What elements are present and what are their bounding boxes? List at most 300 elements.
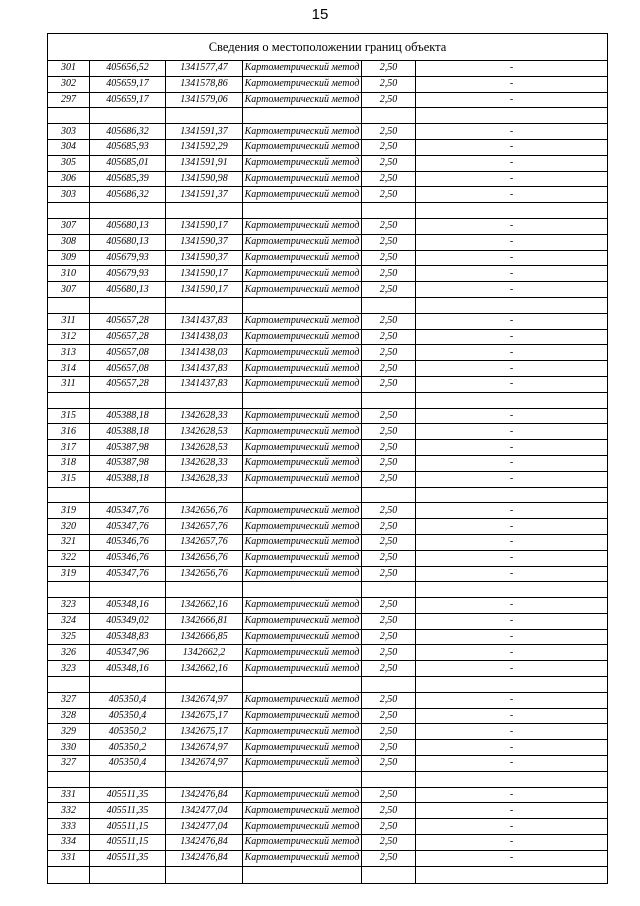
- description-cell: -: [416, 534, 608, 550]
- description-cell: -: [416, 266, 608, 282]
- table-row: [48, 124, 608, 140]
- precision-cell: 2,50: [362, 139, 416, 155]
- table-row: [48, 850, 608, 866]
- y-coordinate-cell: 1341590,37: [166, 250, 243, 266]
- table-row: [48, 234, 608, 250]
- description-cell: -: [416, 661, 608, 677]
- empty-cell: [90, 771, 166, 787]
- table-row: [48, 629, 608, 645]
- point-number-cell: 332: [48, 803, 90, 819]
- table-row: [48, 313, 608, 329]
- y-coordinate-cell: 1341577,47: [166, 61, 243, 77]
- point-number-cell: 314: [48, 361, 90, 377]
- description-cell: -: [416, 345, 608, 361]
- y-coordinate-cell: 1341590,37: [166, 234, 243, 250]
- table-row: [48, 250, 608, 266]
- group-separator-row: [48, 392, 608, 408]
- method-cell: Картометрический метод: [243, 124, 362, 140]
- x-coordinate-cell: 405511,15: [90, 835, 166, 851]
- empty-cell: [48, 487, 90, 503]
- description-cell: -: [416, 408, 608, 424]
- empty-cell: [362, 771, 416, 787]
- precision-cell: 2,50: [362, 455, 416, 471]
- description-cell: -: [416, 361, 608, 377]
- description-cell: -: [416, 234, 608, 250]
- point-number-cell: 310: [48, 266, 90, 282]
- y-coordinate-cell: 1341590,17: [166, 266, 243, 282]
- empty-cell: [243, 203, 362, 219]
- empty-cell: [90, 677, 166, 693]
- description-cell: -: [416, 455, 608, 471]
- table-row: [48, 424, 608, 440]
- table-row: [48, 329, 608, 345]
- description-cell: -: [416, 329, 608, 345]
- method-cell: Картометрический метод: [243, 155, 362, 171]
- empty-cell: [166, 487, 243, 503]
- empty-cell: [362, 392, 416, 408]
- x-coordinate-cell: 405657,28: [90, 329, 166, 345]
- table-row: [48, 803, 608, 819]
- method-cell: Картометрический метод: [243, 92, 362, 108]
- empty-cell: [166, 771, 243, 787]
- point-number-cell: 317: [48, 440, 90, 456]
- x-coordinate-cell: 405388,18: [90, 471, 166, 487]
- y-coordinate-cell: 1342675,17: [166, 724, 243, 740]
- point-number-cell: 334: [48, 835, 90, 851]
- precision-cell: 2,50: [362, 424, 416, 440]
- empty-cell: [90, 297, 166, 313]
- x-coordinate-cell: 405511,15: [90, 819, 166, 835]
- precision-cell: 2,50: [362, 408, 416, 424]
- y-coordinate-cell: 1342656,76: [166, 503, 243, 519]
- precision-cell: 2,50: [362, 550, 416, 566]
- x-coordinate-cell: 405350,4: [90, 692, 166, 708]
- method-cell: Картометрический метод: [243, 345, 362, 361]
- empty-cell: [416, 392, 608, 408]
- empty-cell: [243, 297, 362, 313]
- description-cell: -: [416, 819, 608, 835]
- empty-cell: [416, 677, 608, 693]
- method-cell: Картометрический метод: [243, 566, 362, 582]
- precision-cell: 2,50: [362, 124, 416, 140]
- description-cell: -: [416, 76, 608, 92]
- method-cell: Картометрический метод: [243, 61, 362, 77]
- table-row: [48, 345, 608, 361]
- x-coordinate-cell: 405347,96: [90, 645, 166, 661]
- empty-cell: [90, 866, 166, 883]
- y-coordinate-cell: 1341578,86: [166, 76, 243, 92]
- point-number-cell: 297: [48, 92, 90, 108]
- precision-cell: 2,50: [362, 629, 416, 645]
- point-number-cell: 323: [48, 598, 90, 614]
- y-coordinate-cell: 1342476,84: [166, 850, 243, 866]
- empty-cell: [416, 297, 608, 313]
- precision-cell: 2,50: [362, 503, 416, 519]
- y-coordinate-cell: 1341591,37: [166, 187, 243, 203]
- point-number-cell: 302: [48, 76, 90, 92]
- table-row: [48, 598, 608, 614]
- y-coordinate-cell: 1342666,81: [166, 613, 243, 629]
- method-cell: Картометрический метод: [243, 692, 362, 708]
- empty-cell: [48, 297, 90, 313]
- group-separator-row: [48, 297, 608, 313]
- table-row: [48, 471, 608, 487]
- table-row: [48, 440, 608, 456]
- x-coordinate-cell: 405686,32: [90, 124, 166, 140]
- empty-cell: [362, 108, 416, 124]
- table-row: [48, 155, 608, 171]
- precision-cell: 2,50: [362, 598, 416, 614]
- method-cell: Картометрический метод: [243, 534, 362, 550]
- point-number-cell: 303: [48, 124, 90, 140]
- x-coordinate-cell: 405656,52: [90, 61, 166, 77]
- description-cell: -: [416, 519, 608, 535]
- x-coordinate-cell: 405347,76: [90, 519, 166, 535]
- y-coordinate-cell: 1342477,04: [166, 803, 243, 819]
- empty-cell: [243, 866, 362, 883]
- description-cell: -: [416, 724, 608, 740]
- y-coordinate-cell: 1341590,17: [166, 282, 243, 298]
- precision-cell: 2,50: [362, 171, 416, 187]
- method-cell: Картометрический метод: [243, 139, 362, 155]
- group-separator-row: [48, 203, 608, 219]
- table-row: [48, 519, 608, 535]
- point-number-cell: 326: [48, 645, 90, 661]
- empty-cell: [90, 108, 166, 124]
- precision-cell: 2,50: [362, 692, 416, 708]
- precision-cell: 2,50: [362, 329, 416, 345]
- empty-cell: [90, 392, 166, 408]
- description-cell: -: [416, 187, 608, 203]
- y-coordinate-cell: 1341591,91: [166, 155, 243, 171]
- empty-cell: [416, 582, 608, 598]
- table-row: [48, 139, 608, 155]
- method-cell: Картометрический метод: [243, 440, 362, 456]
- empty-cell: [166, 392, 243, 408]
- method-cell: Картометрический метод: [243, 313, 362, 329]
- method-cell: Картометрический метод: [243, 708, 362, 724]
- y-coordinate-cell: 1341437,83: [166, 376, 243, 392]
- precision-cell: 2,50: [362, 282, 416, 298]
- y-coordinate-cell: 1341590,98: [166, 171, 243, 187]
- table-row: [48, 613, 608, 629]
- table-title-row: [48, 34, 608, 61]
- method-cell: Картометрический метод: [243, 661, 362, 677]
- description-cell: -: [416, 708, 608, 724]
- point-number-cell: 325: [48, 629, 90, 645]
- group-separator-row: [48, 677, 608, 693]
- group-separator-row: [48, 771, 608, 787]
- precision-cell: 2,50: [362, 471, 416, 487]
- precision-cell: 2,50: [362, 566, 416, 582]
- description-cell: -: [416, 550, 608, 566]
- x-coordinate-cell: 405680,13: [90, 218, 166, 234]
- method-cell: Картометрический метод: [243, 408, 362, 424]
- y-coordinate-cell: 1341592,29: [166, 139, 243, 155]
- empty-cell: [416, 771, 608, 787]
- description-cell: -: [416, 155, 608, 171]
- point-number-cell: 323: [48, 661, 90, 677]
- precision-cell: 2,50: [362, 155, 416, 171]
- x-coordinate-cell: 405685,39: [90, 171, 166, 187]
- method-cell: Картометрический метод: [243, 645, 362, 661]
- y-coordinate-cell: 1341591,37: [166, 124, 243, 140]
- method-cell: Картометрический метод: [243, 329, 362, 345]
- precision-cell: 2,50: [362, 76, 416, 92]
- description-cell: -: [416, 645, 608, 661]
- table-row: [48, 282, 608, 298]
- group-separator-row: [48, 108, 608, 124]
- method-cell: Картометрический метод: [243, 361, 362, 377]
- y-coordinate-cell: 1342662,16: [166, 598, 243, 614]
- x-coordinate-cell: 405657,08: [90, 345, 166, 361]
- empty-cell: [48, 203, 90, 219]
- point-number-cell: 307: [48, 282, 90, 298]
- empty-cell: [362, 297, 416, 313]
- y-coordinate-cell: 1342628,33: [166, 455, 243, 471]
- point-number-cell: 303: [48, 187, 90, 203]
- x-coordinate-cell: 405657,08: [90, 361, 166, 377]
- empty-cell: [416, 108, 608, 124]
- point-number-cell: 333: [48, 819, 90, 835]
- description-cell: -: [416, 61, 608, 77]
- precision-cell: 2,50: [362, 819, 416, 835]
- table-row: [48, 661, 608, 677]
- x-coordinate-cell: 405350,2: [90, 724, 166, 740]
- empty-cell: [416, 203, 608, 219]
- table-row: [48, 76, 608, 92]
- table-row: [48, 692, 608, 708]
- empty-cell: [48, 582, 90, 598]
- x-coordinate-cell: 405657,28: [90, 313, 166, 329]
- x-coordinate-cell: 405686,32: [90, 187, 166, 203]
- point-number-cell: 330: [48, 740, 90, 756]
- description-cell: -: [416, 471, 608, 487]
- method-cell: Картометрический метод: [243, 519, 362, 535]
- precision-cell: 2,50: [362, 534, 416, 550]
- y-coordinate-cell: 1341579,06: [166, 92, 243, 108]
- empty-cell: [243, 677, 362, 693]
- method-cell: Картометрический метод: [243, 250, 362, 266]
- description-cell: -: [416, 124, 608, 140]
- table-row: [48, 455, 608, 471]
- description-cell: -: [416, 92, 608, 108]
- precision-cell: 2,50: [362, 345, 416, 361]
- y-coordinate-cell: 1342674,97: [166, 756, 243, 772]
- x-coordinate-cell: 405511,35: [90, 787, 166, 803]
- y-coordinate-cell: 1341438,03: [166, 329, 243, 345]
- table-row: [48, 724, 608, 740]
- table-row: [48, 740, 608, 756]
- description-cell: -: [416, 313, 608, 329]
- table-row: [48, 503, 608, 519]
- table-row: [48, 266, 608, 282]
- x-coordinate-cell: 405347,76: [90, 503, 166, 519]
- x-coordinate-cell: 405511,35: [90, 850, 166, 866]
- method-cell: Картометрический метод: [243, 218, 362, 234]
- table-row: [48, 550, 608, 566]
- precision-cell: 2,50: [362, 218, 416, 234]
- point-number-cell: 313: [48, 345, 90, 361]
- x-coordinate-cell: 405346,76: [90, 534, 166, 550]
- y-coordinate-cell: 1341437,83: [166, 313, 243, 329]
- x-coordinate-cell: 405679,93: [90, 266, 166, 282]
- point-number-cell: 315: [48, 408, 90, 424]
- y-coordinate-cell: 1342476,84: [166, 835, 243, 851]
- x-coordinate-cell: 405388,18: [90, 424, 166, 440]
- empty-cell: [362, 203, 416, 219]
- group-separator-row: [48, 582, 608, 598]
- description-cell: -: [416, 566, 608, 582]
- description-cell: -: [416, 218, 608, 234]
- table-row: [48, 376, 608, 392]
- precision-cell: 2,50: [362, 519, 416, 535]
- y-coordinate-cell: 1342666,85: [166, 629, 243, 645]
- precision-cell: 2,50: [362, 661, 416, 677]
- method-cell: Картометрический метод: [243, 850, 362, 866]
- table-row: [48, 361, 608, 377]
- point-number-cell: 328: [48, 708, 90, 724]
- point-number-cell: 301: [48, 61, 90, 77]
- point-number-cell: 311: [48, 376, 90, 392]
- y-coordinate-cell: 1341437,83: [166, 361, 243, 377]
- y-coordinate-cell: 1342657,76: [166, 519, 243, 535]
- table-row: [48, 218, 608, 234]
- page-number: 15: [311, 6, 329, 23]
- x-coordinate-cell: 405347,76: [90, 566, 166, 582]
- y-coordinate-cell: 1342628,53: [166, 440, 243, 456]
- empty-cell: [48, 866, 90, 883]
- point-number-cell: 322: [48, 550, 90, 566]
- table-row: [48, 566, 608, 582]
- precision-cell: 2,50: [362, 740, 416, 756]
- x-coordinate-cell: 405659,17: [90, 76, 166, 92]
- precision-cell: 2,50: [362, 440, 416, 456]
- description-cell: -: [416, 850, 608, 866]
- method-cell: Картометрический метод: [243, 756, 362, 772]
- empty-cell: [362, 866, 416, 883]
- x-coordinate-cell: 405387,98: [90, 455, 166, 471]
- empty-cell: [362, 582, 416, 598]
- point-number-cell: 329: [48, 724, 90, 740]
- point-number-cell: 319: [48, 503, 90, 519]
- description-cell: -: [416, 629, 608, 645]
- point-number-cell: 331: [48, 787, 90, 803]
- boundary-coordinates-table: [47, 33, 608, 884]
- x-coordinate-cell: 405387,98: [90, 440, 166, 456]
- y-coordinate-cell: 1342674,97: [166, 692, 243, 708]
- empty-cell: [48, 771, 90, 787]
- method-cell: Картометрический метод: [243, 740, 362, 756]
- precision-cell: 2,50: [362, 376, 416, 392]
- empty-cell: [90, 582, 166, 598]
- method-cell: Картометрический метод: [243, 471, 362, 487]
- description-cell: -: [416, 171, 608, 187]
- point-number-cell: 331: [48, 850, 90, 866]
- empty-cell: [243, 487, 362, 503]
- y-coordinate-cell: 1342662,16: [166, 661, 243, 677]
- table-row: [48, 835, 608, 851]
- description-cell: -: [416, 787, 608, 803]
- x-coordinate-cell: 405348,83: [90, 629, 166, 645]
- description-cell: -: [416, 756, 608, 772]
- point-number-cell: 312: [48, 329, 90, 345]
- point-number-cell: 309: [48, 250, 90, 266]
- empty-cell: [243, 108, 362, 124]
- y-coordinate-cell: 1342674,97: [166, 740, 243, 756]
- point-number-cell: 316: [48, 424, 90, 440]
- x-coordinate-cell: 405346,76: [90, 550, 166, 566]
- precision-cell: 2,50: [362, 266, 416, 282]
- x-coordinate-cell: 405659,17: [90, 92, 166, 108]
- x-coordinate-cell: 405350,4: [90, 708, 166, 724]
- y-coordinate-cell: 1341438,03: [166, 345, 243, 361]
- point-number-cell: 307: [48, 218, 90, 234]
- description-cell: -: [416, 613, 608, 629]
- y-coordinate-cell: 1342628,33: [166, 408, 243, 424]
- y-coordinate-cell: 1342628,33: [166, 471, 243, 487]
- empty-cell: [166, 677, 243, 693]
- empty-cell: [243, 392, 362, 408]
- description-cell: -: [416, 740, 608, 756]
- x-coordinate-cell: 405348,16: [90, 598, 166, 614]
- empty-cell: [166, 297, 243, 313]
- table-row: [48, 645, 608, 661]
- y-coordinate-cell: 1342477,04: [166, 819, 243, 835]
- empty-cell: [48, 108, 90, 124]
- point-number-cell: 321: [48, 534, 90, 550]
- precision-cell: 2,50: [362, 250, 416, 266]
- precision-cell: 2,50: [362, 234, 416, 250]
- empty-cell: [90, 487, 166, 503]
- precision-cell: 2,50: [362, 187, 416, 203]
- y-coordinate-cell: 1342656,76: [166, 566, 243, 582]
- empty-cell: [48, 677, 90, 693]
- x-coordinate-cell: 405348,16: [90, 661, 166, 677]
- x-coordinate-cell: 405657,28: [90, 376, 166, 392]
- method-cell: Картометрический метод: [243, 234, 362, 250]
- description-cell: -: [416, 503, 608, 519]
- group-separator-row: [48, 866, 608, 883]
- empty-cell: [166, 866, 243, 883]
- empty-cell: [243, 771, 362, 787]
- table-title: Сведения о местоположении границ объекта: [48, 34, 608, 61]
- table-row: [48, 819, 608, 835]
- table-row: [48, 787, 608, 803]
- x-coordinate-cell: 405349,02: [90, 613, 166, 629]
- point-number-cell: 306: [48, 171, 90, 187]
- precision-cell: 2,50: [362, 645, 416, 661]
- precision-cell: 2,50: [362, 835, 416, 851]
- method-cell: Картометрический метод: [243, 550, 362, 566]
- empty-cell: [416, 487, 608, 503]
- x-coordinate-cell: 405680,13: [90, 234, 166, 250]
- precision-cell: 2,50: [362, 613, 416, 629]
- point-number-cell: 318: [48, 455, 90, 471]
- method-cell: Картометрический метод: [243, 503, 362, 519]
- point-number-cell: 327: [48, 692, 90, 708]
- description-cell: -: [416, 835, 608, 851]
- method-cell: Картометрический метод: [243, 819, 362, 835]
- y-coordinate-cell: 1342662,2: [166, 645, 243, 661]
- method-cell: Картометрический метод: [243, 266, 362, 282]
- empty-cell: [166, 203, 243, 219]
- table-row: [48, 61, 608, 77]
- y-coordinate-cell: 1342656,76: [166, 550, 243, 566]
- precision-cell: 2,50: [362, 61, 416, 77]
- table-row: [48, 187, 608, 203]
- empty-cell: [362, 677, 416, 693]
